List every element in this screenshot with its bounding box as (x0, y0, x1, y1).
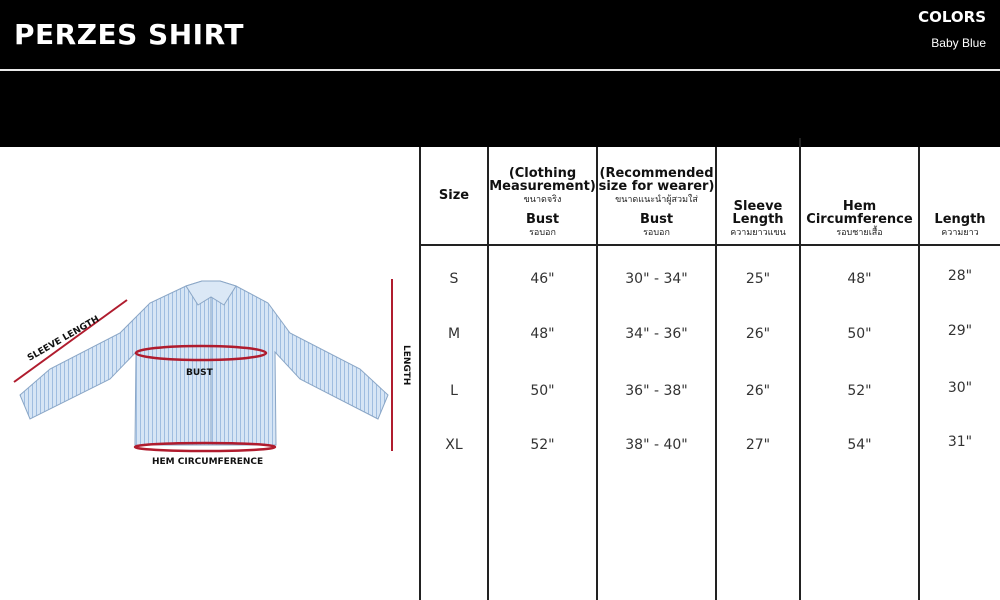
table-cell-length: 31" (947, 434, 973, 450)
table-cell-hem: 54" (847, 437, 872, 453)
page-title: PERZES SHIRT (14, 18, 244, 51)
header-size (421, 147, 487, 244)
table-cell-sleeve: 27" (745, 437, 771, 453)
header-sleeve-label: Sleeve Length (732, 199, 784, 227)
length-label: LENGTH (401, 345, 411, 386)
table-cell-bust: 50" (530, 383, 555, 399)
header-recommended-bust: Bust (639, 212, 674, 227)
table-cell-bust: 48" (530, 326, 555, 342)
header-clothing-measurement (489, 147, 596, 244)
table-cell-hem: 52" (847, 383, 872, 399)
header-sleeve-thai: ความยาวแขน (730, 227, 786, 237)
table-cell-recommended: 30" - 34" (625, 271, 688, 287)
table-cell-bust: 46" (530, 271, 555, 287)
table-cell-size: M (447, 326, 461, 342)
header-clothing-thai: ขนาดจริง (523, 194, 562, 204)
header-hem-circumference (801, 147, 918, 244)
header-length-label: Length (934, 212, 986, 227)
table-cell-recommended: 36" - 38" (625, 383, 688, 399)
colors-label: COLORS (918, 8, 986, 26)
header-length (920, 147, 1000, 244)
header-bar (0, 0, 1000, 147)
table-cell-sleeve: 25" (745, 271, 771, 287)
header-clothing-title: (Clothing Measurement) (489, 166, 596, 194)
table-cell-sleeve: 26" (745, 383, 771, 399)
header-sleeve-length (717, 147, 799, 244)
header-divider (0, 69, 1000, 71)
bust-label: BUST (186, 368, 213, 378)
hem-ellipse (135, 443, 275, 451)
header-clothing-bust-thai: รอบอก (529, 227, 556, 237)
table-cell-size: XL (445, 437, 463, 453)
table-cell-recommended: 34" - 36" (625, 326, 688, 342)
table-cell-length: 30" (947, 380, 973, 396)
colors-value: Baby Blue (931, 36, 986, 50)
hem-label: HEM CIRCUMFERENCE (152, 457, 264, 467)
header-recommended-title: (Recommended size for wearer) (598, 166, 715, 194)
header-hem-thai: รอบชายเสื้อ (836, 227, 883, 237)
header-recommended-thai: ขนาดแนะนำผู้สวมใส่ (615, 194, 698, 204)
table-cell-length: 29" (947, 323, 973, 339)
sleeve-length-label: SLEEVE LENGTH (26, 314, 102, 364)
header-length-thai: ความยาว (941, 227, 979, 237)
table-cell-size: S (449, 271, 459, 287)
table-cell-length: 28" (947, 268, 973, 284)
header-separator (420, 244, 1000, 246)
header-clothing-bust: Bust (525, 212, 560, 227)
shirt-icon (20, 281, 388, 445)
header-size-label: Size (438, 188, 470, 203)
header-hem-label: Hem Circumference (806, 199, 913, 227)
table-cell-bust: 52" (530, 437, 555, 453)
table-cell-recommended: 38" - 40" (625, 437, 688, 453)
table-cell-hem: 48" (847, 271, 872, 287)
table-cell-sleeve: 26" (745, 326, 771, 342)
header-recommended-bust-thai: รอบอก (643, 227, 670, 237)
header-recommended-size (598, 147, 715, 244)
table-cell-hem: 50" (847, 326, 872, 342)
table-cell-size: L (450, 383, 458, 399)
